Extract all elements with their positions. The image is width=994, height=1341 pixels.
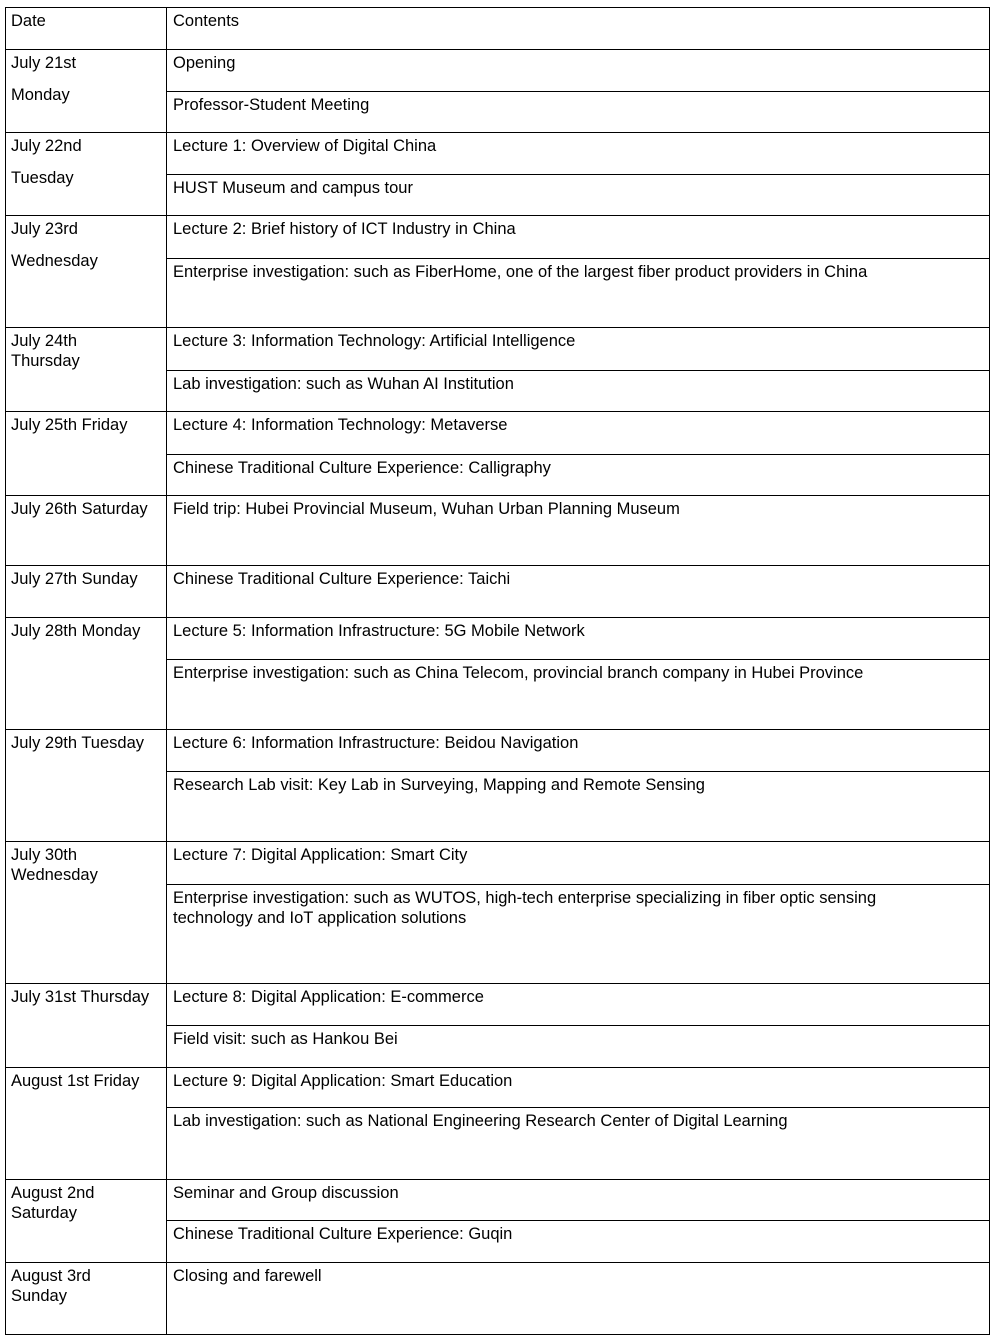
- activity-item: Chinese Traditional Culture Experience: Calligraphy: [173, 459, 551, 477]
- activity-item: Professor-Student Meeting: [173, 96, 370, 114]
- item-divider: [166, 174, 990, 175]
- activity-item: Lecture 9: Digital Application: Smart Education: [173, 1072, 513, 1090]
- date-cell: August 3rd Sunday: [11, 1267, 91, 1305]
- item-divider: [166, 370, 990, 371]
- item-divider: [166, 91, 990, 92]
- activity-item: Lecture 3: Information Technology: Artificial Intelligence: [173, 332, 576, 350]
- date-cell: July 30th Wednesday: [11, 846, 98, 884]
- date-cell: July 25th Friday: [11, 416, 128, 434]
- item-divider: [166, 884, 990, 885]
- activity-item: Enterprise investigation: such as China Telecom, provincial branch company in Hubei Province: [173, 664, 864, 682]
- row-divider: [5, 1067, 990, 1068]
- activity-item: Lab investigation: such as Wuhan AI Institution: [173, 375, 514, 393]
- date-cell: July 22nd Tuesday: [11, 137, 82, 187]
- activity-item: Lecture 2: Brief history of ICT Industry in China: [173, 220, 516, 238]
- date-cell: August 1st Friday: [11, 1072, 140, 1090]
- activity-item: Seminar and Group discussion: [173, 1184, 399, 1202]
- table-border-left: [5, 7, 6, 1335]
- item-divider: [166, 1025, 990, 1026]
- row-divider: [5, 983, 990, 984]
- activity-item: Chinese Traditional Culture Experience: Taichi: [173, 570, 511, 588]
- activity-item: Enterprise investigation: such as WUTOS, high-tech enterprise specializing in fiber optic sensing technology and IoT application solutions: [173, 889, 877, 927]
- row-divider: [5, 411, 990, 412]
- row-divider: [5, 1179, 990, 1180]
- activity-item: Lecture 4: Information Technology: Metaverse: [173, 416, 508, 434]
- column-divider: [166, 7, 167, 1335]
- activity-item: Enterprise investigation: such as FiberHome, one of the largest fiber product providers in China: [173, 263, 868, 281]
- header-contents: Contents: [173, 12, 240, 30]
- date-cell: July 31st Thursday: [11, 988, 150, 1006]
- row-divider: [5, 1262, 990, 1263]
- activity-item: Lecture 7: Digital Application: Smart City: [173, 846, 468, 864]
- row-divider: [5, 617, 990, 618]
- date-cell: August 2nd Saturday: [11, 1184, 95, 1222]
- date-cell: July 23rd Wednesday: [11, 220, 98, 270]
- item-divider: [166, 454, 990, 455]
- activity-item: Lecture 6: Information Infrastructure: Beidou Navigation: [173, 734, 579, 752]
- activity-item: Field visit: such as Hankou Bei: [173, 1030, 398, 1048]
- item-divider: [166, 1107, 990, 1108]
- activity-item: Chinese Traditional Culture Experience: Guqin: [173, 1225, 513, 1243]
- table-border-bottom: [5, 1334, 990, 1335]
- activity-item: Opening: [173, 54, 236, 72]
- date-cell: July 24th Thursday: [11, 332, 80, 370]
- item-divider: [166, 771, 990, 772]
- activity-item: Field trip: Hubei Provincial Museum, Wuhan Urban Planning Museum: [173, 500, 680, 518]
- schedule-table: [5, 7, 990, 1335]
- row-divider: [5, 565, 990, 566]
- activity-item: Lab investigation: such as National Engineering Research Center of Digital Learning: [173, 1112, 788, 1130]
- date-cell: July 29th Tuesday: [11, 734, 144, 752]
- row-divider: [5, 729, 990, 730]
- activity-item: Lecture 1: Overview of Digital China: [173, 137, 437, 155]
- table-border-top: [5, 7, 990, 8]
- row-divider: [5, 327, 990, 328]
- row-divider: [5, 495, 990, 496]
- row-divider: [5, 841, 990, 842]
- date-cell: July 28th Monday: [11, 622, 141, 640]
- table-border-right: [989, 7, 990, 1335]
- activity-item: Lecture 8: Digital Application: E-commerce: [173, 988, 484, 1006]
- activity-item: Closing and farewell: [173, 1267, 322, 1285]
- date-cell: July 21st Monday: [11, 54, 77, 104]
- item-divider: [166, 258, 990, 259]
- date-cell: July 27th Sunday: [11, 570, 138, 588]
- activity-item: Research Lab visit: Key Lab in Surveying, Mapping and Remote Sensing: [173, 776, 705, 794]
- item-divider: [166, 1220, 990, 1221]
- item-divider: [166, 659, 990, 660]
- date-cell: July 26th Saturday: [11, 500, 148, 518]
- activity-item: Lecture 5: Information Infrastructure: 5G Mobile Network: [173, 622, 585, 640]
- activity-item: HUST Museum and campus tour: [173, 179, 413, 197]
- header-date: Date: [11, 12, 46, 30]
